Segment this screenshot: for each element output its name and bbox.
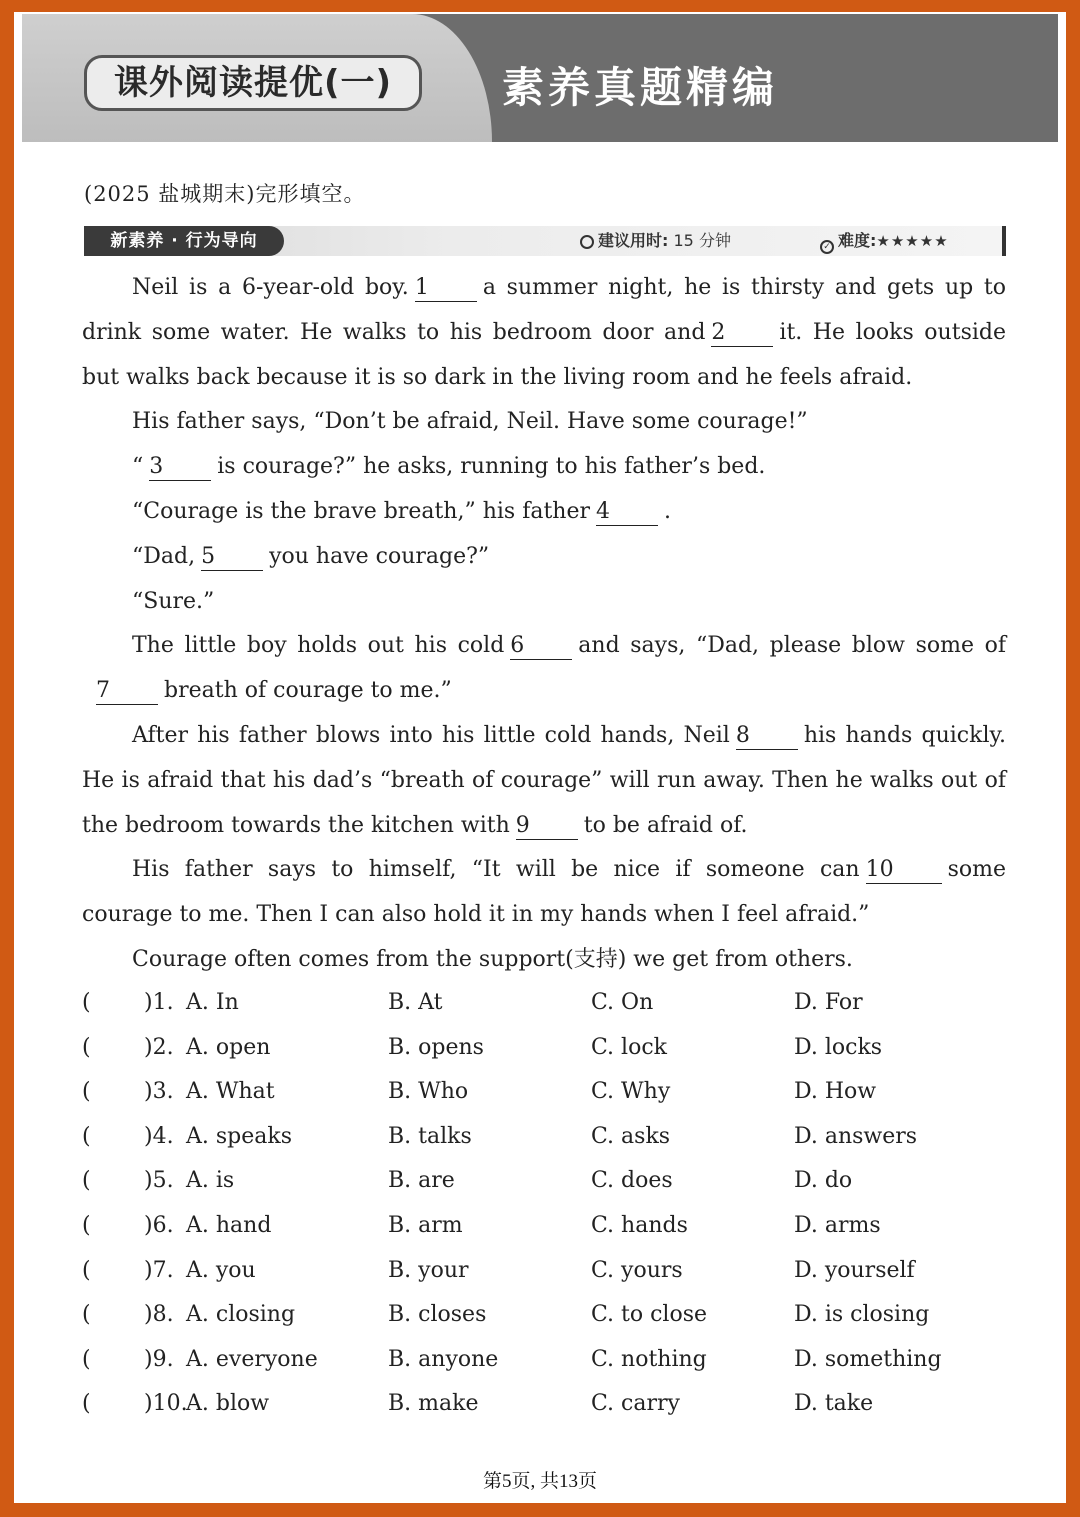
blank-4[interactable]: 4	[596, 499, 658, 526]
blank-6[interactable]: 6	[510, 633, 572, 660]
option-b[interactable]: B. make	[388, 1391, 479, 1417]
question-number: )2.	[144, 1034, 174, 1060]
paragraph-8: After his father blows into his little cold hands, Neil 8 his hands quickly. He is afraid that his dad’s “breath of courage” will run away. Then he walks out of the bedroom towards the kitchen with 9 to be afraid of.	[82, 722, 1006, 838]
option-b[interactable]: B. talks	[388, 1123, 472, 1149]
paragraph-6: “Sure.”	[132, 588, 215, 614]
question-number: )3.	[144, 1079, 174, 1105]
paragraph-7: The little boy holds out his cold 6 and says, “Dad, please blow some of7 breath of courage to me.”	[96, 633, 1006, 704]
question-row	[82, 1293, 1006, 1338]
paragraph-2: His father says, “Don’t be afraid, Neil. Have some courage!”	[132, 409, 808, 435]
option-c[interactable]: C. On	[591, 990, 654, 1015]
option-b[interactable]: B. your	[388, 1257, 469, 1283]
blank-3[interactable]: 3	[149, 454, 211, 481]
option-c[interactable]: C. Why	[591, 1079, 671, 1105]
option-c[interactable]: C. carry	[591, 1391, 680, 1417]
exercise-source: (2025 盐城期末)完形填空。	[84, 182, 366, 206]
option-d[interactable]: D. something	[794, 1346, 942, 1372]
page-footer: 第5页, 共13页	[482, 1471, 597, 1492]
option-d[interactable]: D. do	[794, 1168, 853, 1194]
answer-paren[interactable]: (	[82, 1302, 91, 1328]
question-row	[82, 1159, 1006, 1204]
question-row	[82, 1382, 1006, 1427]
option-b[interactable]: B. are	[388, 1168, 455, 1194]
option-a[interactable]: A. closing	[186, 1302, 296, 1328]
question-row	[82, 981, 1006, 1026]
blank-1[interactable]: 1	[415, 275, 477, 302]
blank-2[interactable]: 2	[711, 320, 773, 347]
option-d[interactable]: D. take	[794, 1391, 874, 1417]
option-c[interactable]: C. hands	[591, 1212, 688, 1238]
option-a[interactable]: A. open	[186, 1034, 271, 1060]
option-c[interactable]: C. asks	[591, 1123, 671, 1149]
difficulty-stars: ★★★★★	[876, 232, 949, 250]
option-d[interactable]: D. is closing	[794, 1302, 930, 1328]
option-b[interactable]: B. opens	[388, 1034, 484, 1060]
question-row	[82, 1204, 1006, 1249]
question-row	[82, 1070, 1006, 1115]
option-a[interactable]: A. is	[186, 1168, 235, 1194]
option-a[interactable]: A. hand	[186, 1212, 272, 1238]
option-d[interactable]: D. answers	[794, 1123, 918, 1149]
question-number: )1.	[144, 990, 174, 1015]
option-b[interactable]: B. At	[388, 990, 443, 1015]
question-number: )5.	[144, 1168, 174, 1194]
paragraph-10: Courage often comes from the support(支持) we get from others.	[132, 946, 853, 972]
option-c[interactable]: C. nothing	[591, 1346, 707, 1372]
check-circle-icon: ✓	[820, 240, 834, 254]
section-badge: 课外阅读提优(一)	[84, 55, 422, 111]
header-title: 素养真题精编	[502, 63, 779, 112]
option-b[interactable]: B. closes	[388, 1302, 487, 1328]
time-label: 建议用时:	[598, 231, 669, 250]
option-a[interactable]: A. everyone	[186, 1346, 318, 1372]
question-number: )10.	[144, 1391, 188, 1417]
paragraph-1: Neil is a 6-year-old boy. 1 a summer night, he is thirsty and gets up to drink some water. He walks to his bedroom door and 2 it. He looks outside but walks back because it is so dark in the living room and he feels afraid.	[82, 275, 1006, 390]
paragraph-9: His father says to himself, “It will be nice if someone can 10 some courage to me. Then I can also hold it in my hands when I feel afraid.”	[82, 857, 1006, 928]
option-d[interactable]: D. How	[794, 1079, 877, 1105]
option-c[interactable]: C. to close	[591, 1302, 708, 1328]
question-number: )8.	[144, 1302, 174, 1328]
option-d[interactable]: D. yourself	[794, 1257, 915, 1283]
answer-paren[interactable]: (	[82, 1079, 91, 1105]
option-d[interactable]: D. For	[794, 990, 863, 1015]
blank-9[interactable]: 9	[516, 813, 578, 840]
blank-8[interactable]: 8	[736, 723, 798, 750]
question-number: )6.	[144, 1212, 174, 1238]
answer-paren[interactable]: (	[82, 1034, 91, 1060]
option-d[interactable]: D. arms	[794, 1212, 881, 1238]
blank-5[interactable]: 5	[201, 544, 263, 571]
time-value: 15 分钟	[673, 231, 731, 250]
option-a[interactable]: A. you	[186, 1257, 256, 1283]
option-a[interactable]: A. What	[186, 1079, 275, 1105]
tag-label: 新素养 · 行为导向	[84, 226, 284, 256]
answer-paren[interactable]: (	[82, 1123, 91, 1149]
option-a[interactable]: A. speaks	[186, 1123, 293, 1149]
question-number: )4.	[144, 1123, 174, 1149]
answer-paren[interactable]: (	[82, 1391, 91, 1417]
option-b[interactable]: B. Who	[388, 1079, 469, 1105]
option-a[interactable]: A. blow	[186, 1391, 270, 1417]
question-number: )9.	[144, 1346, 174, 1372]
passage	[82, 266, 1006, 983]
paragraph-4: “Courage is the brave breath,” his father 4 .	[132, 498, 671, 524]
option-a[interactable]: A. In	[186, 990, 239, 1015]
paragraph-3: “ 3 is courage?” he asks, running to his father’s bed.	[132, 454, 766, 480]
paragraph-5: “Dad, 5 you have courage?”	[132, 543, 490, 569]
suggested-time	[580, 226, 731, 256]
blank-7[interactable]: 7	[96, 678, 158, 705]
answer-paren[interactable]: (	[82, 1346, 91, 1372]
question-row	[82, 1115, 1006, 1160]
answer-paren[interactable]: (	[82, 1212, 91, 1238]
question-number: )7.	[144, 1257, 174, 1283]
option-d[interactable]: D. locks	[794, 1034, 883, 1060]
answer-paren[interactable]: (	[82, 1257, 91, 1283]
option-b[interactable]: B. arm	[388, 1212, 463, 1238]
answer-paren[interactable]: (	[82, 1168, 91, 1194]
option-c[interactable]: C. yours	[591, 1257, 683, 1283]
clock-icon	[580, 235, 594, 249]
blank-10[interactable]: 10	[866, 857, 942, 884]
difficulty	[820, 226, 949, 256]
question-list	[82, 981, 1006, 1427]
difficulty-label: 难度:	[838, 231, 877, 250]
option-c[interactable]: C. does	[591, 1168, 673, 1194]
option-b[interactable]: B. anyone	[388, 1346, 499, 1372]
question-row	[82, 1026, 1006, 1071]
question-row	[82, 1249, 1006, 1294]
answer-paren[interactable]: (	[82, 990, 91, 1015]
question-row	[82, 1338, 1006, 1383]
option-c[interactable]: C. lock	[591, 1034, 667, 1060]
